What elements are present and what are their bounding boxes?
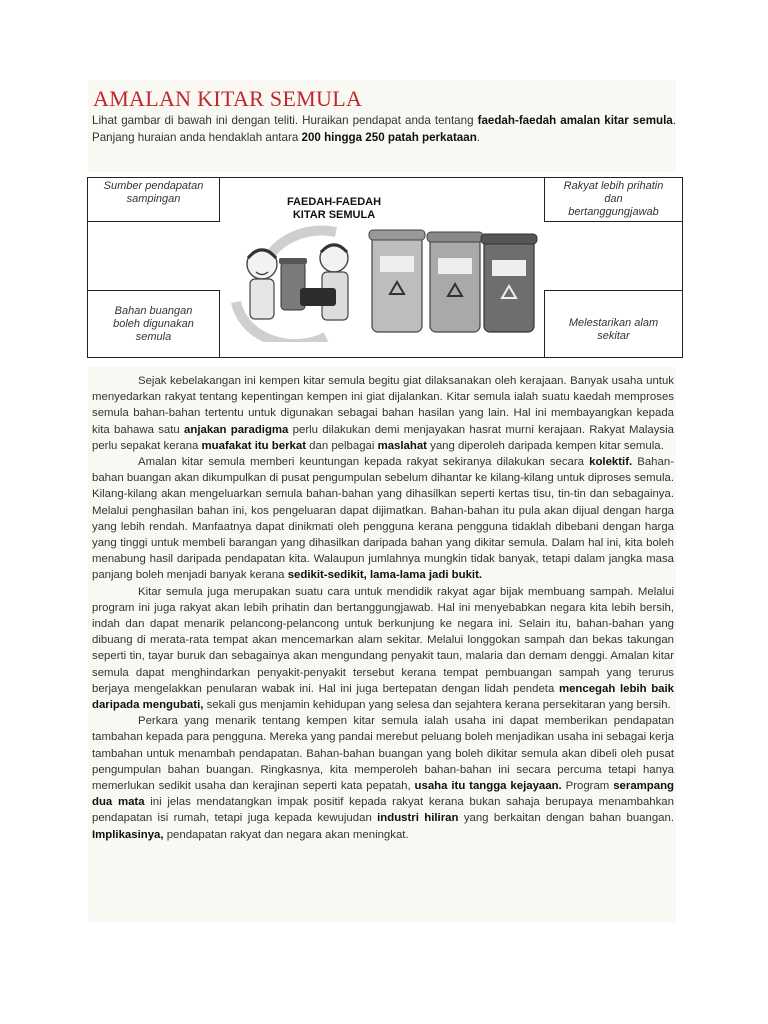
essay-paragraph [92, 373, 674, 454]
intro-bold-2: 200 hingga 250 patah perkataan [301, 131, 477, 144]
highlight-phrase: kolektif. [589, 456, 633, 469]
highlight-phrase: anjakan paradigma [184, 423, 289, 436]
essay-text-run: ini jelas mendatangkan impak positif kepada rakyat kerana bukan sahaja berupaya menambahkan pendapatan isi rumah, tetapi juga kepada kewujudan [92, 796, 674, 825]
essay-text-run: Bahan-bahan buangan akan dikumpulkan di pusat pengumpulan sebelum dihantar ke kilang-kilang untuk diproses semula. Kilang-kilang akan mengeluarkan semula bahan-bahan yang dihasilkan seperti kertas tisu, tin-tin dan sebagainya. Melalui penghasilan bahan ini, kos pengeluaran dapat dijimatkan. Bahan-bahan itu pula akan dijual dengan harga yang lebih rendah. Manfaatnya dapat dinikmati oleh pengguna kerana pengguna tidaklah dibebani dengan harga yang tinggi untuk membeli barangan yang dihasilkan daripada bahan yang dikitar semula. Dalam hal ini, kita boleh menabung hasil daripada pendapatan kita. Walaupun jumlahnya mungkin tidak banyak, tetapi dalam jangka masa panjang boleh menjadi banyak kerana [92, 456, 674, 582]
essay-text-run: dan pelbagai [306, 439, 378, 452]
essay-paragraph [92, 584, 674, 714]
essay-text-run: Program [561, 780, 614, 793]
essay-text-run: Sejak kebelakangan ini kempen kitar semula begitu giat dilaksanakan oleh kerajaan. Banyak usaha untuk menyedarkan rakyat tentang kepentingan kempen ini giat dijalankan. Kitar semula ialah suatu kaedah memproses semula bahan-bahan tertentu untuk digunakan sebagai bahan hasilan yang lain. Hal ini membayangkan kepada kita bahawa satu [92, 375, 674, 436]
highlight-phrase: serampang dua mata [92, 780, 674, 809]
essay-text-run: yang diperoleh daripada kempen kitar semula. [426, 439, 664, 452]
highlight-phrase: sedikit-sedikit, lama-lama jadi bukit. [287, 569, 483, 582]
intro-text-2: . Panjang huraian anda hendaklah antara [92, 114, 676, 144]
essay-body [92, 373, 674, 843]
essay-text-run: pendapatan rakyat dan negara akan meningkat. [163, 828, 409, 841]
intro-text-3: . [476, 131, 481, 144]
highlight-phrase: Implikasinya, [92, 828, 164, 841]
intro-bold-1: faedah-faedah amalan kitar semula [477, 114, 673, 127]
page-title: AMALAN KITAR SEMULA [93, 86, 363, 111]
box-top-left: Sumber pendapatan sampingan [87, 177, 220, 222]
essay-text-run: Kitar semula juga merupakan suatu cara untuk mendidik rakyat agar bijak membuang sampah. Melalui program ini juga rakyat akan lebih prihatin dan bertanggungjawab. Hal ini menyebabkan negara kita lebih bersih, indah dan dapat menarik pelancong-pelancong untuk berkunjung ke negara ini. Selain itu, bahan-bahan yang dibuang di merata-rata tempat akan mencemarkan alam sekitar. Melalui longgokan sampah dan bekas takungan seperti tin, tayar buruk dan sebagainya akan mengundang penyakit taun, malaria dan demam denggi. Amalan kitar semula dapat menghindarkan penyakit-penyakit tersebut kerana tempat pembuangan sampah yang terurus berjaya mengelakkan penularan wabak ini. Hal ini juga bertepatan dengan lidah pendeta [92, 585, 674, 695]
figure-title: FAEDAH-FAEDAH KITAR SEMULA [286, 196, 382, 221]
essay-text-run: Perkara yang menarik tentang kempen kitar semula ialah usaha ini dapat memberikan pendapatan tambahan kepada para pengguna. Mereka yang pandai merebut peluang boleh menjadikan usaha ini sebagai kerja tambahan untuk menambah pendapatan. Bahan-bahan buangan yang boleh dikitar semula akan dibeli oleh pusat pengumpulan bahan buangan. Ringkasnya, kita memperoleh bahan-bahan ini secara percuma tetapi hanya memerlukan sedikit usaha dan kerajinan seperti kata pepatah, [92, 715, 674, 793]
left-connector [87, 221, 88, 291]
box-bottom-right: Melestarikan alam sekitar [544, 290, 683, 358]
box-bottom-left: Bahan buangan boleh digunakan semula [87, 290, 220, 358]
highlight-phrase: maslahat [377, 439, 427, 452]
recycling-illustration [226, 222, 540, 342]
essay-paragraph [92, 454, 674, 584]
highlight-phrase: muafakat itu berkat [201, 439, 306, 452]
essay-paragraph [92, 713, 674, 843]
highlight-phrase: mencegah lebih baik daripada mengubati, [92, 682, 674, 712]
essay-text-run: perlu dilakukan demi menjayakan hasrat murni kerajaan. Rakyat Malaysia perlu sepakat kerana [92, 423, 674, 452]
highlight-phrase: industri hiliran [377, 812, 459, 825]
essay-text-run: yang berkaitan dengan bahan buangan. [458, 812, 675, 825]
box-top-right: Rakyat lebih prihatin dan bertanggungjawab [544, 177, 683, 222]
intro-text-1: Lihat gambar di bawah ini dengan teliti. Huraikan pendapat anda tentang [92, 114, 478, 127]
right-connector [682, 221, 683, 291]
instructions [92, 112, 676, 146]
essay-text-run: Amalan kitar semula memberi keuntungan kepada rakyat sekiranya dilakukan secara [138, 456, 590, 469]
highlight-phrase: usaha itu tangga kejayaan. [414, 780, 562, 793]
essay-text-run: sekali gus menjamin kehidupan yang selesa dan sejahtera kerana persekitaran yang bersih. [203, 699, 671, 712]
